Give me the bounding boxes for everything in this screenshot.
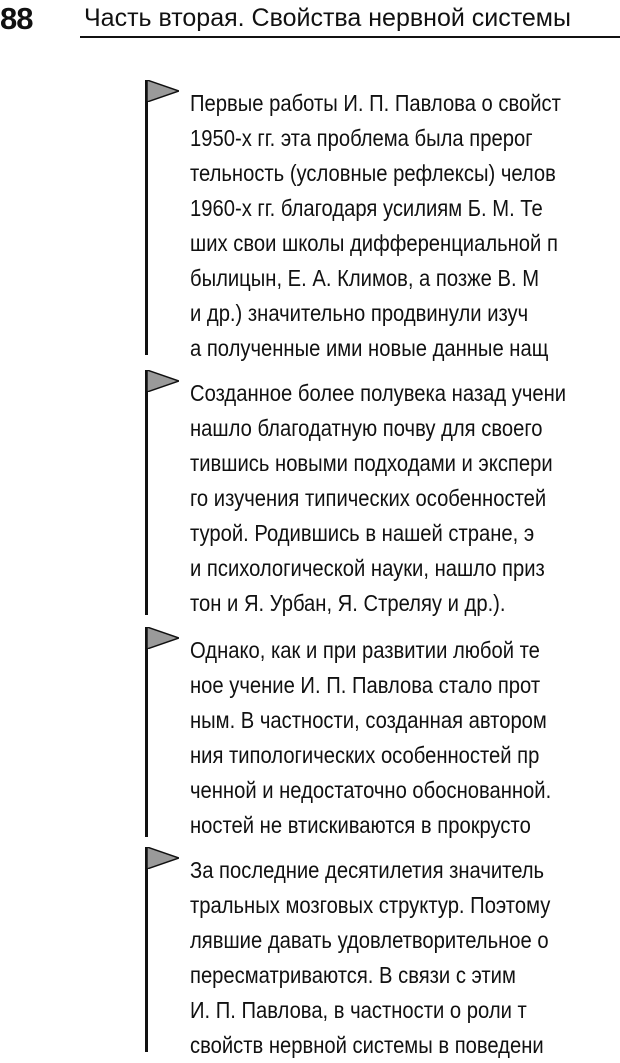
text-line: лявшие давать удовлетворительное о: [190, 927, 549, 953]
text-line: и др.) значительно продвинули изуч: [190, 300, 529, 326]
text-line: ших свои школы дифференциальной п: [190, 230, 558, 256]
flag-pole: [145, 847, 148, 1052]
paragraph-text: [190, 853, 620, 1063]
text-line: былицын, Е. А. Климов, а позже В. М: [190, 265, 540, 291]
paragraph-block: [138, 627, 620, 837]
text-line: Однако, как и при развитии любой те: [190, 637, 540, 663]
text-line: И. П. Павлова, в частности о роли т: [190, 997, 527, 1023]
text-line: тельность (условные рефлексы) челов: [190, 160, 556, 186]
text-line: нашло благодатную почву для своего: [190, 415, 543, 441]
text-line: ностей не втискиваются в прокрусто: [190, 812, 531, 838]
flag-icon: [147, 627, 179, 649]
text-line: ченной и недостаточно обоснованной.: [190, 777, 552, 803]
page-number: 88: [0, 1, 33, 36]
text-line: и психологической науки, нашло приз: [190, 555, 545, 581]
text-line: 1950-х гг. эта проблема была прерог: [190, 125, 533, 151]
flag-icon: [147, 847, 179, 869]
paragraph-block: [138, 80, 620, 361]
text-line: ния типологических особенностей пр: [190, 742, 540, 768]
paragraph-block: [138, 370, 620, 615]
header-rule: [80, 36, 620, 38]
paragraph-text: [190, 376, 620, 621]
paragraph-text: [190, 633, 620, 843]
text-line: ное учение И. П. Павлова стало прот: [190, 672, 541, 698]
text-line: свойств нервной системы в поведени: [190, 1032, 544, 1058]
text-line: ным. В частности, созданная автором: [190, 707, 547, 733]
page-header: [0, 0, 620, 40]
text-line: тральных мозговых структур. Поэтому: [190, 892, 551, 918]
text-line: Первые работы И. П. Павлова о свойст: [190, 90, 561, 116]
flag-icon: [147, 370, 179, 392]
text-line: а полученные ими новые данные нащ: [190, 335, 549, 361]
flag-icon: [147, 80, 179, 102]
paragraph-block: [138, 847, 620, 1058]
text-line: тон и Я. Урбан, Я. Стреляу и др.).: [190, 590, 506, 616]
text-line: тившись новыми подходами и экспери: [190, 450, 553, 476]
flag-pole: [145, 627, 148, 837]
text-line: турой. Родившись в нашей стране, э: [190, 520, 535, 546]
running-title: Часть вторая. Свойства нервной системы: [84, 4, 571, 32]
text-line: го изучения типических особенностей: [190, 485, 547, 511]
text-line: пересматриваются. В связи с этим: [190, 962, 516, 988]
text-line: 1960-х гг. благодаря усилиям Б. М. Те: [190, 195, 543, 221]
paragraph-text: [190, 86, 620, 366]
text-line: За последние десятилетия значитель: [190, 857, 545, 883]
flag-pole: [145, 370, 148, 615]
text-line: Созданное более полувека назад учени: [190, 380, 567, 406]
flag-pole: [145, 80, 148, 355]
